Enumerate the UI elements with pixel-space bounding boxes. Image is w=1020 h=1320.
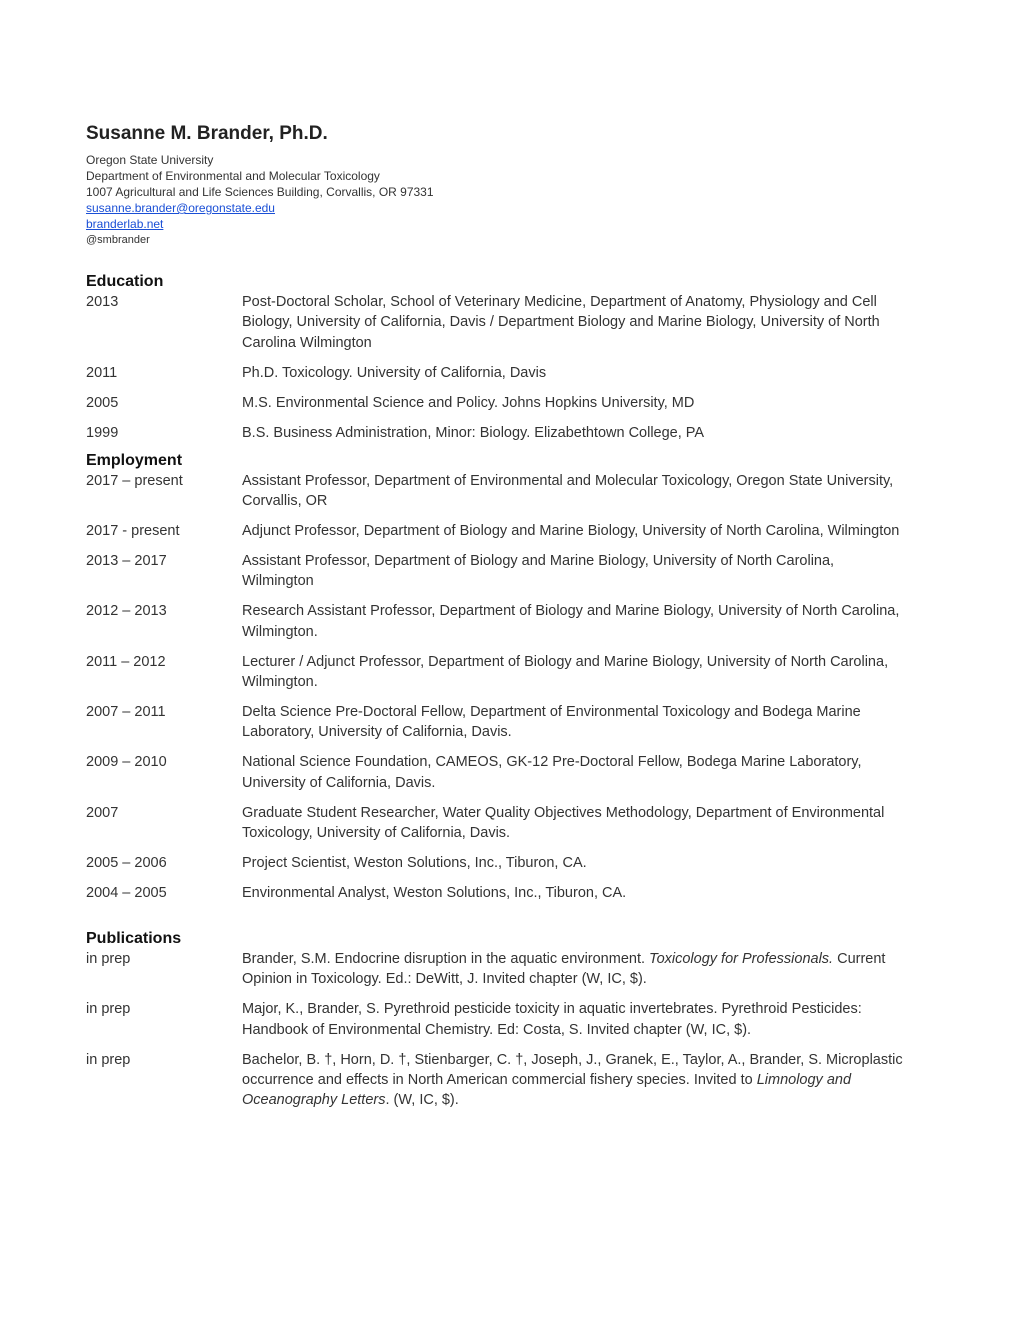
citation-text: Major, K., Brander, S. Pyrethroid pesticide toxicity in aquatic invertebrates. Pyrethroid Pesticides: Handbook of Environmental Chemistry. Ed: Costa, S. Invited chapter (W, IC, $). xyxy=(242,1001,862,1038)
entry-text: Adjunct Professor, Department of Biology and Marine Biology, University of North Carolina, Wilmington xyxy=(242,523,900,540)
education-heading: Education xyxy=(86,273,164,290)
list-item xyxy=(86,393,906,413)
entry-text: Lecturer / Adjunct Professor, Department of Biology and Marine Biology, University of North Carolina, Wilmington. xyxy=(242,653,889,690)
citation-italic: Toxicology for Professionals. xyxy=(649,951,834,968)
entry-text: Delta Science Pre-Doctoral Fellow, Department of Environmental Toxicology and Bodega Marine Laboratory, University of California, Davis. xyxy=(242,703,861,741)
entry-date: 1999 xyxy=(86,424,119,441)
entry-date: in prep xyxy=(86,1051,131,1068)
entry-date: 2007 xyxy=(86,804,119,821)
citation-italic: Limnology and Oceanography Letters xyxy=(242,1071,852,1109)
publications-list xyxy=(86,949,906,1110)
citation-text: . (W, IC, $). xyxy=(385,1092,459,1109)
entry-text xyxy=(242,1050,906,1111)
list-item xyxy=(86,292,906,353)
entry-date: 2009 – 2010 xyxy=(86,754,167,771)
list-item xyxy=(86,702,906,743)
list-item xyxy=(86,883,906,903)
page-title: Susanne M. Brander, Ph.D. xyxy=(86,123,328,144)
education-list xyxy=(86,292,906,443)
entry-text: B.S. Business Administration, Minor: Biology. Elizabethtown College, PA xyxy=(242,424,705,441)
entry-text: Project Scientist, Weston Solutions, Inc., Tiburon, CA. xyxy=(242,854,587,871)
entry-text xyxy=(242,949,906,990)
entry-date: 2005 – 2006 xyxy=(86,854,167,871)
list-item xyxy=(86,601,906,642)
entry-date: 2012 – 2013 xyxy=(86,603,167,620)
list-item xyxy=(86,551,906,592)
entry-date: 2017 - present xyxy=(86,523,180,540)
department: Department of Environmental and Molecular Toxicology xyxy=(86,169,380,183)
list-item xyxy=(86,363,906,383)
employment-list xyxy=(86,471,906,903)
employment-heading: Employment xyxy=(86,451,183,469)
list-item xyxy=(86,752,906,793)
citation-text: Bachelor, B. †, Horn, D. †, Stienbarger, C. †, Joseph, J., Granek, E., Taylor, A., Brander, S. Microplastic occurrence and effects in North American commercial fishery species. Invited to xyxy=(242,1051,903,1088)
entry-text: National Science Foundation, CAMEOS, GK-12 Pre-Doctoral Fellow, Bodega Marine Laboratory, University of California, Davis. xyxy=(242,754,862,791)
entry-date: 2007 – 2011 xyxy=(86,703,166,720)
entry-date: 2013 xyxy=(86,294,119,310)
entry-text: Graduate Student Researcher, Water Quality Objectives Methodology, Department of Environmental Toxicology, University of California, Davis. xyxy=(242,804,885,841)
publications-heading: Publications xyxy=(86,930,182,948)
entry-date: 2004 – 2005 xyxy=(86,884,167,901)
entry-text: M.S. Environmental Science and Policy. Johns Hopkins University, MD xyxy=(242,394,695,411)
list-item xyxy=(86,853,906,873)
entry-date: in prep xyxy=(86,951,131,968)
entry-date: in prep xyxy=(86,1001,131,1018)
entry-text: Post-Doctoral Scholar, School of Veterinary Medicine, Department of Anatomy, Physiology and Cell Biology, University of California, Davis / Department Biology and Marine Biology, University of North Carolina Wilmington xyxy=(242,294,880,351)
entry-date: 2017 – present xyxy=(86,472,183,489)
social-handle: @smbrander xyxy=(86,234,150,246)
entry-text: Assistant Professor, Department of Biology and Marine Biology, University of North Carolina, Wilmington xyxy=(242,553,835,590)
cv-page xyxy=(86,122,906,1111)
entry-date: 2013 – 2017 xyxy=(86,553,167,570)
list-item xyxy=(86,521,906,541)
entry-text: Assistant Professor, Department of Environmental and Molecular Toxicology, Oregon State University, Corvallis, OR xyxy=(242,472,894,510)
list-item xyxy=(86,471,906,512)
list-item xyxy=(86,999,906,1040)
list-item xyxy=(86,652,906,693)
entry-date: 2005 xyxy=(86,394,119,411)
entry-text: Environmental Analyst, Weston Solutions, Inc., Tiburon, CA. xyxy=(242,884,627,901)
entry-text: Research Assistant Professor, Department of Biology and Marine Biology, University of North Carolina, Wilmington. xyxy=(242,603,900,640)
entry-date: 2011 xyxy=(86,364,118,381)
list-item xyxy=(86,803,906,844)
institution: Oregon State University xyxy=(86,153,214,167)
list-item xyxy=(86,949,906,990)
address: 1007 Agricultural and Life Sciences Building, Corvallis, OR 97331 xyxy=(86,185,434,199)
list-item xyxy=(86,423,906,443)
entry-date: 2011 – 2012 xyxy=(86,653,166,670)
list-item xyxy=(86,1050,906,1111)
entry-text xyxy=(242,999,906,1040)
website-link[interactable]: branderlab.net xyxy=(86,217,164,231)
citation-text: Brander, S.M. Endocrine disruption in the aquatic environment. xyxy=(242,951,650,968)
entry-text: Ph.D. Toxicology. University of California, Davis xyxy=(242,364,547,381)
citation-text: Current Opinion in Toxicology. Ed.: DeWitt, J. Invited chapter (W, IC, $). xyxy=(242,951,886,988)
email-link[interactable]: susanne.brander@oregonstate.edu xyxy=(86,201,275,215)
